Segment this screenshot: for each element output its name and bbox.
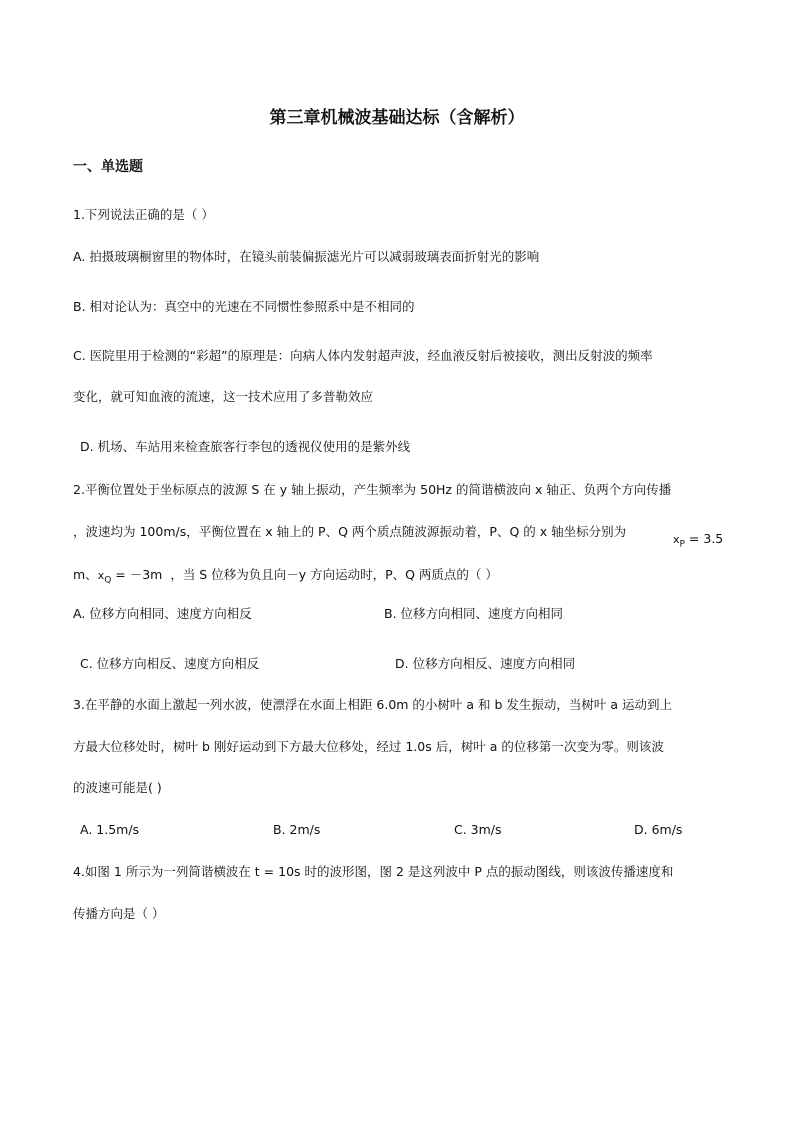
xp-subscript: P	[679, 539, 685, 550]
xp-value: = 3.5	[684, 531, 724, 546]
question-1-option-b: B. 相对论认为：真空中的光速在不同惯性参照系中是不相同的	[73, 299, 415, 314]
question-3-option-c: C. 3m/s	[454, 822, 502, 837]
xp-variable: x	[673, 533, 680, 546]
xq-variable: x	[97, 569, 105, 582]
question-1-option-c-line1: C. 医院里用于检测的“彩超”的原理是：向病人体内发射超声波，经血液反射后被接收，测出反射波的频率	[73, 348, 653, 363]
question-3-option-a: A. 1.5m/s	[80, 822, 140, 837]
question-1-option-c-line2: 变化，就可知血液的流速，这一技术应用了多普勒效应	[73, 389, 374, 404]
question-2-option-c: C. 位移方向相反、速度方向相反	[80, 656, 260, 671]
question-1-option-d: D. 机场、车站用来检查旅客行李包的透视仪使用的是紫外线	[80, 439, 411, 454]
question-2-line3-end: ，当 S 位移为负且向－y 方向运动时，P、Q 两质点的（ ）	[170, 567, 498, 582]
question-3-line1: 3.在平静的水面上激起一列水波，使漂浮在水面上相距 6.0m 的小树叶 a 和 b 发生振动，当树叶 a 运动到上	[73, 697, 673, 712]
question-2-option-d: D. 位移方向相反、速度方向相同	[395, 656, 576, 671]
question-4-line2: 传播方向是（ ）	[73, 906, 165, 921]
question-3-option-b: B. 2m/s	[273, 822, 321, 837]
section-heading: 一、单选题	[73, 159, 143, 175]
question-2-option-a: A. 位移方向相同、速度方向相反	[73, 606, 252, 621]
xq-value: = －3m	[111, 567, 163, 582]
question-1-option-a: A. 拍摄玻璃橱窗里的物体时，在镜头前装偏振滤光片可以减弱玻璃表面折射光的影响	[73, 249, 540, 264]
question-2-xp-expression	[673, 531, 723, 553]
question-3-line3: 的波速可能是( )	[73, 780, 162, 795]
page-title: 第三章机械波基础达标（含解析）	[269, 108, 525, 128]
question-2-option-b: B. 位移方向相同、速度方向相同	[384, 606, 564, 621]
question-2-line3	[73, 567, 498, 589]
question-3-line2: 方最大位移处时，树叶 b 刚好运动到下方最大位移处，经过 1.0s 后，树叶 a 的位移第一次变为零。则该波	[73, 739, 664, 754]
question-2-line3-start: m、	[73, 567, 98, 582]
question-2-line2: ，波速均为 100m/s，平衡位置在 x 轴上的 P、Q 两个质点随波源振动着，P、Q 的 x 轴坐标分别为	[73, 524, 627, 539]
xq-subscript: Q	[104, 575, 112, 586]
question-3-option-d: D. 6m/s	[634, 822, 683, 837]
question-2-line1: 2.平衡位置处于坐标原点的波源 S 在 y 轴上振动，产生频率为 50Hz 的简谐横波向 x 轴正、负两个方向传播	[73, 482, 672, 497]
question-4-line1: 4.如图 1 所示为一列简谐横波在 t = 10s 时的波形图，图 2 是这列波中 P 点的振动图线，则该波传播速度和	[73, 864, 674, 879]
question-1-stem: 1.下列说法正确的是（ ）	[73, 207, 214, 222]
